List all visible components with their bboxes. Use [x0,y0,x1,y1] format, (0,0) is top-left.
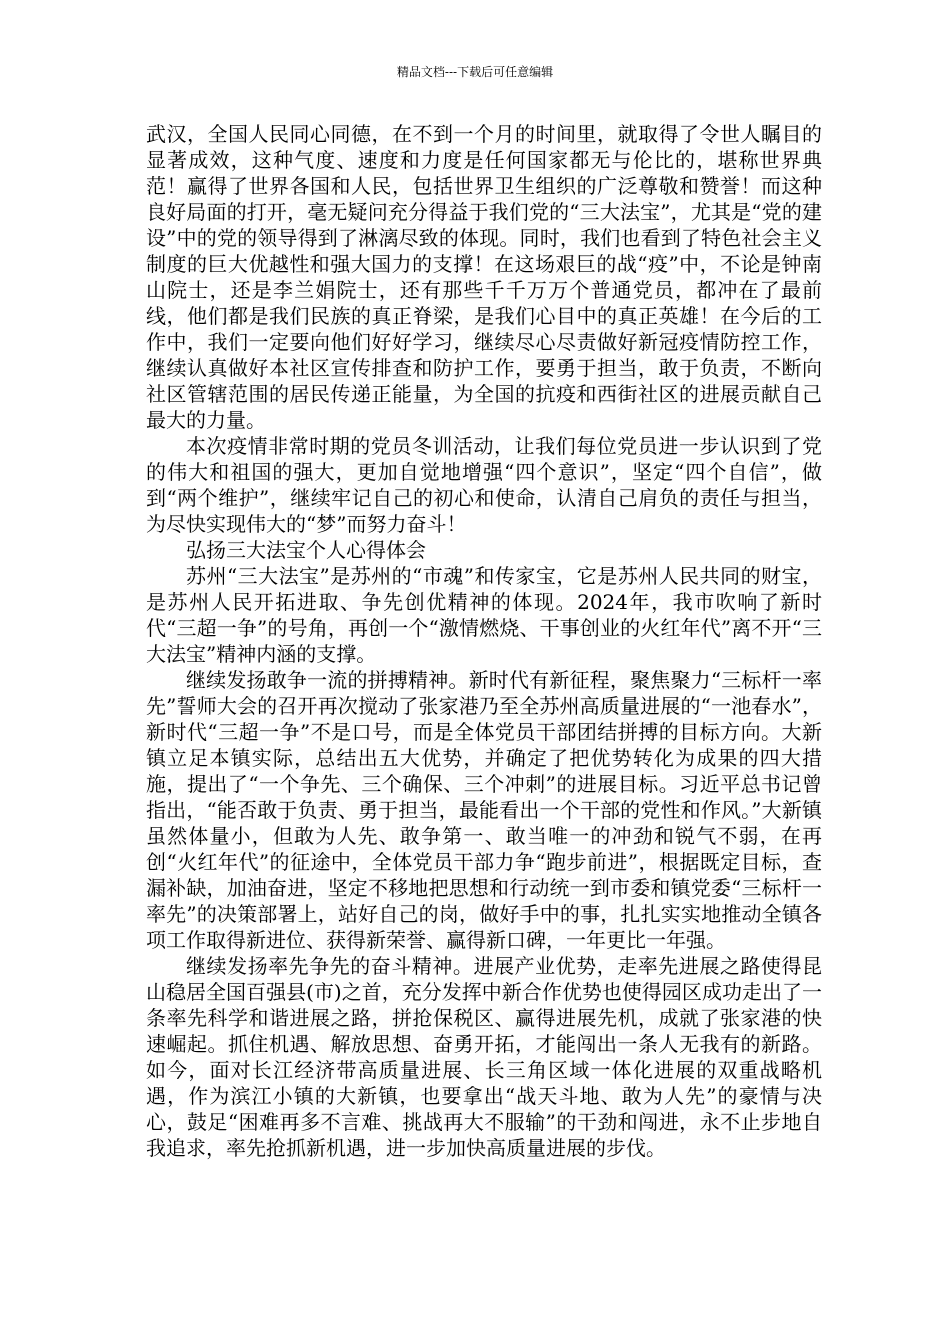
paragraph-striving-spirit: 继续发扬敢争一流的拼搏精神。新时代有新征程，聚焦聚力“三标杆一率先”誓师大会的召开再次搅动了张家港乃至全苏州高质量进展的“一池春水”，新时代“三超一争”不是口号，而是全体党员干部团结拼搏的目标方向。大新镇立足本镇实际，总结出五大优势，并确定了把优势转化为成果的四大措施，提出了“一个争先、三个确保、三个冲刺”的进展目标。习近平总书记曾指出，“能否敢于负责、勇于担当，最能看出一个干部的党性和作风。”大新镇虽然体量小，但敢为人先、敢争第一、敢当唯一的冲劲和锐气不弱，在再创“火红年代”的征途中，全体党员干部力争“跑步前进”，根据既定目标，查漏补缺，加油奋进，坚定不移地把思想和行动统一到市委和镇党委“三标杆一率先”的决策部署上，站好自己的岗，做好手中的事，扎扎实实地推动全镇各项工作取得新进位、获得新荣誉、赢得新口碑，一年更比一年强。 [146,668,822,952]
paragraph-pioneering-spirit: 继续发扬率先争先的奋斗精神。进展产业优势，走率先进展之路使得昆山稳居全国百强县(市)之首，充分发挥中新合作优势也使得园区成功走出了一条率先科学和谐进展之路，拼抢保税区、赢得进展先机，成就了张家港的快速崛起。抓住机遇、解放思想、奋勇开拓，才能闯出一条人无我有的新路。如今，面对长江经济带高质量进展、长三角区域一体化进展的双重战略机遇，作为滨江小镇的大新镇，也要拿出“战天斗地、敢为人先”的豪情与决心，鼓足“困难再多不言难、挑战再大不服输”的干劲和闯进，永不止步地自我追求，率先抢抓新机遇，进一步加快高质量进展的步伐。 [146,954,822,1160]
paragraph-wuhan-continuation: 武汉，全国人民同心同德，在不到一个月的时间里，就取得了令世人瞩目的显著成效，这种气度、速度和力度是任何国家都无与伦比的，堪称世界典范！赢得了世界各国和人民，包括世界卫生组织的广泛尊敬和赞誉！而这种良好局面的打开，毫无疑问充分得益于我们党的“三大法宝”，尤其是“党的建设”中的党的领导得到了淋漓尽致的体现。同时，我们也看到了特色社会主义制度的巨大优越性和强大国力的支撑！在这场艰巨的战“疫”中，不论是钟南山院士，还是李兰娟院士，还有那些千千万万个普通党员，都冲在了最前线，他们都是我们民族的真正脊梁，是我们心目中的真正英雄！在今后的工作中，我们一定要向他们好好学习，继续尽心尽责做好新冠疫情防控工作，继续认真做好本社区宣传排查和防护工作，要勇于担当，敢于负责，不断向社区管辖范围的居民传递正能量，为全国的抗疫和西街社区的进展贡献自己最大的力量。 [146,122,822,432]
paragraph-winter-training: 本次疫情非常时期的党员冬训活动，让我们每位党员进一步认识到了党的伟大和祖国的强大，更加自觉地增强“四个意识”，坚定“四个自信”，做到“两个维护”，继续牢记自己的初心和使命，认清自己肩负的责任与担当，为尽快实现伟大的“梦”而努力奋斗！ [146,434,822,536]
page-header: 精品文档---下载后可任意编辑 [396,65,554,79]
section-title: 弘扬三大法宝个人心得体会 [186,538,426,562]
paragraph-suzhou-three-treasures: 苏州“三大法宝”是苏州的“市魂”和传家宝，它是苏州人民共同的财宝，是苏州人民开拓进取、争先创优精神的体现。2024年，我市吹响了新时代“三超一争”的号角，再创一个“激情燃烧、干事创业的火红年代”离不开“三大法宝”精神内涵的支撑。 [146,564,822,666]
document-body [146,121,822,1161]
